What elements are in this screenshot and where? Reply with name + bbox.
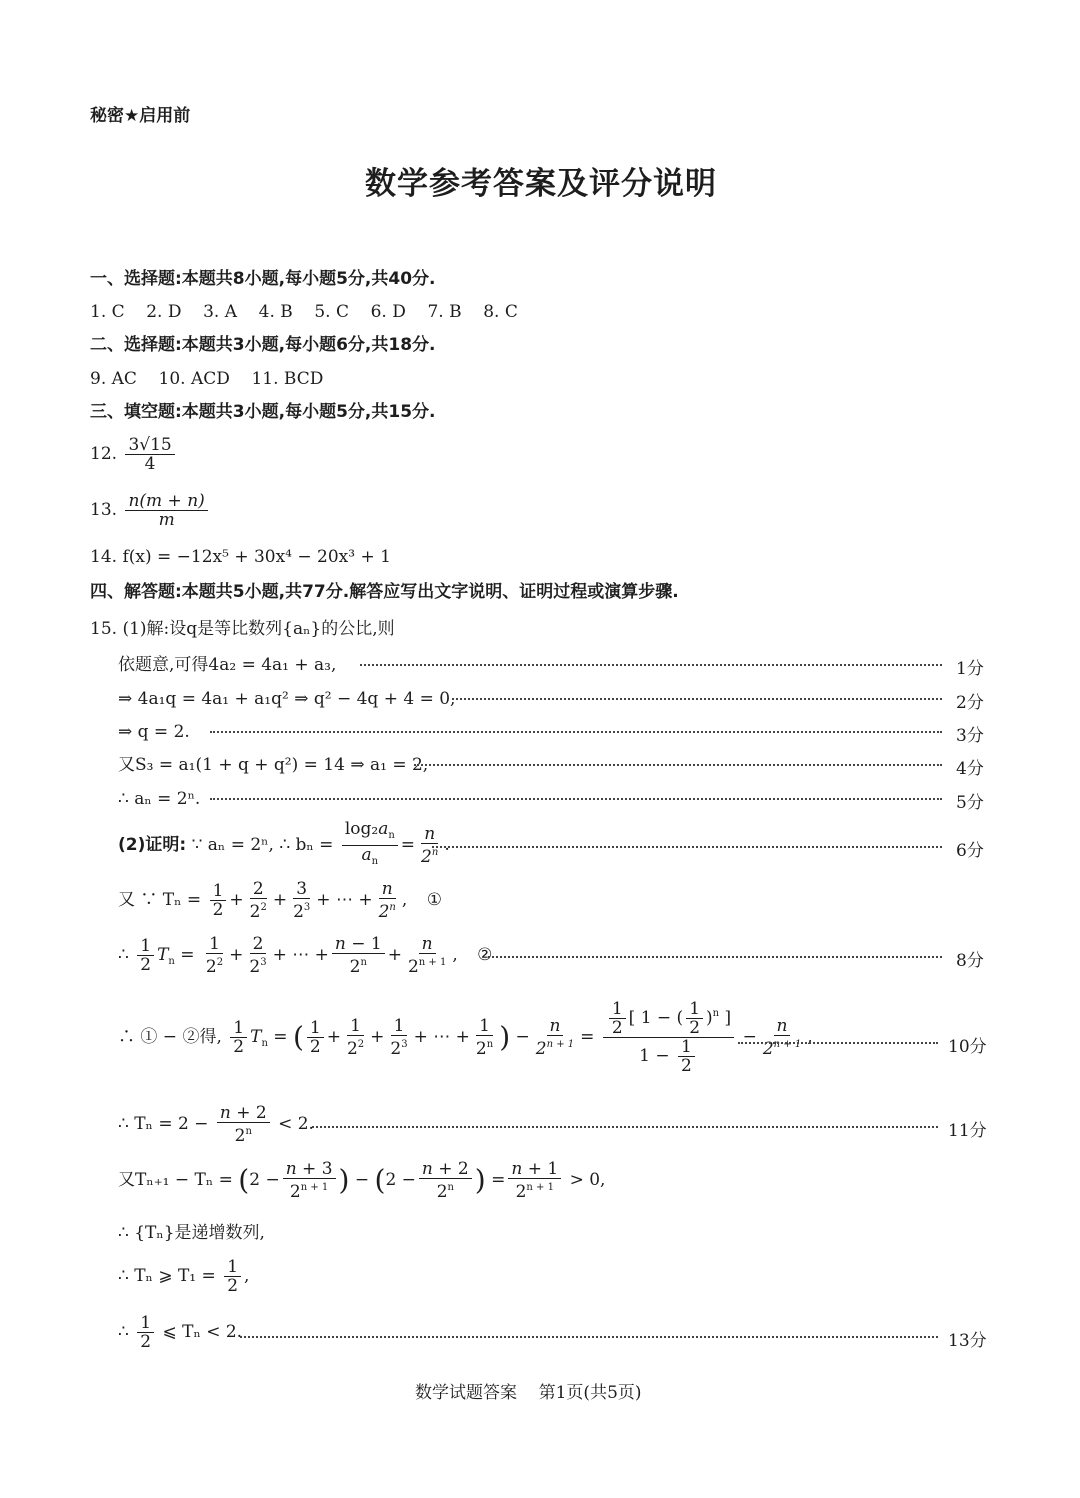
q15-line-14-prefix: ∴ bbox=[118, 1322, 129, 1342]
q15-line-6: (2)证明: ∵ aₙ = 2ⁿ, ∴ bₙ = $\frac{\log_2a_n}{a_n}$ = $\frac{n}{2^n}$ . bbox=[118, 819, 450, 867]
answer-13-denominator: m bbox=[158, 510, 175, 530]
page-footer: 数学试题答案 第1页(共5页) bbox=[415, 1383, 642, 1403]
q15-line-10-suffix: < 2. bbox=[278, 1114, 314, 1134]
section-2-heading: 二、选择题:本题共3小题,每小题6分,共18分. bbox=[90, 335, 436, 355]
q15-line-8-prefix: ∴ bbox=[118, 945, 129, 965]
leader-dots bbox=[738, 1042, 938, 1044]
q15-line-4: 又S₃ = a₁(1 + q + q²) = 14 ⇒ a₁ = 2, bbox=[118, 755, 429, 775]
q15-line-13: ∴ Tₙ ⩾ T₁ = $\frac{1}{2}$ , bbox=[118, 1257, 250, 1296]
section-1-answers: 1. C 2. D 3. A 4. B 5. C 6. D 7. B 8. C bbox=[90, 302, 518, 322]
leader-dots bbox=[240, 1336, 938, 1338]
leader-dots bbox=[414, 764, 942, 766]
score-1: 1分 bbox=[956, 659, 984, 679]
equation-mark-1: ① bbox=[426, 890, 442, 910]
leader-dots bbox=[452, 698, 942, 700]
q15-line-6-text: ∵ aₙ = 2ⁿ, ∴ bₙ = bbox=[191, 835, 334, 855]
leader-dots bbox=[360, 664, 942, 666]
page-title: 数学参考答案及评分说明 bbox=[365, 166, 717, 202]
q15-line-11-prefix: 又Tₙ₊₁ − Tₙ = bbox=[118, 1170, 233, 1190]
q15-line-14-suffix: ⩽ Tₙ < 2. bbox=[162, 1322, 243, 1342]
secret-label: 秘密★启用前 bbox=[90, 106, 191, 126]
q15-line-10: ∴ Tₙ = 2 − $\frac{n + 2}{2^n}$ < 2. bbox=[118, 1103, 314, 1146]
leader-dots bbox=[312, 1126, 938, 1128]
q15-line-8: ∴ $\frac{1}{2}$ $T_n$ = $\frac{1}{2^2}$ + $\frac{2}{2^3}$ + ⋯ + $\frac{n - 1}{2^n}$ + $\frac{n}{2^{n + 1}}$ , ② bbox=[118, 934, 493, 977]
leader-dots bbox=[210, 798, 942, 800]
section-1-heading: 一、选择题:本题共8小题,每小题5分,共40分. bbox=[90, 269, 436, 289]
q15-line-13-prefix: ∴ Tₙ ⩾ T₁ = bbox=[118, 1266, 216, 1286]
leader-dots bbox=[210, 731, 942, 733]
score-5: 5分 bbox=[956, 793, 984, 813]
q15-line-9-prefix: ∴ ① − ②得, bbox=[118, 1027, 222, 1047]
q15-line-7-prefix: 又 ∵ Tₙ = bbox=[118, 890, 202, 910]
equation-mark-2: ② bbox=[477, 945, 493, 965]
q15-line-9: ∴ ① − ②得, $\frac{1}{2}$ $T_n$ = ( $\frac{1}{2}$ + $\frac{1}{2^2}$ + $\frac{1}{2^3}$ + ⋯ + $\frac{1}{2^n}$ ) − $\frac{n}{2^{n + 1}}$ = $\frac{1}{2}$ [ 1 − ( $\frac{1}{2}$ )$^n$ ] 1 − $\frac{1}{2}$ − $\frac{n}{2^{n + 1}}$ , bbox=[118, 999, 813, 1076]
q15-line-11: 又Tₙ₊₁ − Tₙ = (2 − $\frac{n + 3}{2^{n + 1}}$ ) − (2 − $\frac{n + 2}{2^n}$ ) = $\frac{n + 1}{2^{n + 1}}$ > 0, bbox=[118, 1159, 606, 1202]
answer-12 bbox=[90, 436, 178, 473]
answer-13-label: 13. bbox=[90, 500, 118, 520]
score-3: 3分 bbox=[956, 726, 984, 746]
q15-line-12: ∴ {Tₙ}是递增数列, bbox=[118, 1223, 265, 1243]
q15-line-14: ∴ $\frac{1}{2}$ ⩽ Tₙ < 2. bbox=[118, 1313, 243, 1352]
answer-13 bbox=[90, 492, 211, 529]
q15-line-11-suffix: > 0, bbox=[569, 1170, 606, 1190]
q15-line-7: 又 ∵ Tₙ = $\frac{1}{2}$ + $\frac{2}{2^2}$ + $\frac{3}{2^3}$ + ⋯ + $\frac{n}{2^n}$ , ① bbox=[118, 879, 442, 922]
score-2: 2分 bbox=[956, 693, 984, 713]
q15-line-3: ⇒ q = 2. bbox=[118, 722, 190, 742]
score-11: 11分 bbox=[948, 1121, 987, 1141]
section-2-answers: 9. AC 10. ACD 11. BCD bbox=[90, 369, 324, 389]
q15-intro: 15. (1)解:设q是等比数列{aₙ}的公比,则 bbox=[90, 619, 395, 639]
section-3-heading: 三、填空题:本题共3小题,每小题5分,共15分. bbox=[90, 402, 436, 422]
section-4-heading: 四、解答题:本题共5小题,共77分.解答应写出文字说明、证明过程或演算步骤. bbox=[90, 582, 679, 602]
answer-14: 14. f(x) = −12x⁵ + 30x⁴ − 20x³ + 1 bbox=[90, 547, 391, 567]
q15-line-10-prefix: ∴ Tₙ = 2 − bbox=[118, 1114, 209, 1134]
leader-dots bbox=[432, 846, 942, 848]
answer-12-label: 12. bbox=[90, 444, 118, 464]
score-8: 8分 bbox=[956, 951, 984, 971]
proof-label: (2)证明: bbox=[118, 835, 187, 855]
q15-line-1: 依题意,可得4a₂ = 4a₁ + a₃, bbox=[118, 655, 337, 675]
score-10: 10分 bbox=[948, 1037, 987, 1057]
score-13: 13分 bbox=[948, 1331, 987, 1351]
q15-line-5: ∴ aₙ = 2ⁿ. bbox=[118, 789, 201, 809]
answer-12-denominator: 4 bbox=[144, 454, 156, 474]
leader-dots bbox=[488, 956, 942, 958]
answer-12-numerator: 3√15 bbox=[125, 436, 174, 455]
answer-13-numerator: n(m + n) bbox=[125, 492, 207, 511]
score-4: 4分 bbox=[956, 759, 984, 779]
q15-line-2: ⇒ 4a₁q = 4a₁ + a₁q² ⇒ q² − 4q + 4 = 0, bbox=[118, 689, 456, 709]
score-6: 6分 bbox=[956, 841, 984, 861]
